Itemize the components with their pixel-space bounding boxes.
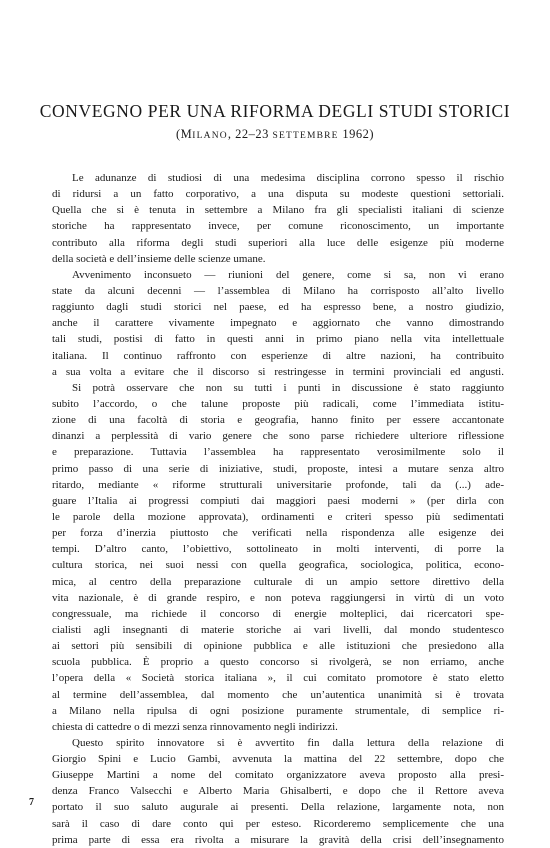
subtitle-city: ILANO — [192, 131, 228, 141]
subtitle-year: 1962) — [338, 127, 374, 141]
body-line: tali studi, postisi di fatto in questi anni in primo piano nella vita intellettuale — [52, 333, 504, 346]
body-line: a sua volta a evitare che il discorso si restringesse in termini provinciali ed angusti. — [52, 365, 504, 378]
body-line: dinanzi a perplessità di vario genere che sono parse richiedere ulteriore riflessione — [52, 430, 504, 443]
body-line: storiche ha rappresentato invece, per comune riconoscimento, un importante — [52, 220, 504, 233]
body-line: Le adunanze di studiosi di una medesima disciplina corrono spesso il rischio — [72, 172, 504, 184]
body-line: mica, al centro della preparazione culturale di un ampio settore direttivo della — [52, 575, 504, 588]
body-line: sarà il caso di dare conto qui per esteso. Ricorderemo semplicemente che una — [52, 817, 504, 830]
body-line: ritardo, mediante « riforme strutturali universitarie profonde, tali da (...) ade- — [52, 478, 504, 491]
body-line: a Milano nella ripulsa di ogni posizione puramente strumentale, di semplice ri- — [52, 704, 504, 717]
body-line: Giorgio Spini e Lucio Gambi, avvenuta la mattina del 22 settembre, dopo che — [52, 753, 504, 766]
body-line: Giuseppe Martini a nome del comitato organizzatore aveva proposto alla presi- — [52, 769, 504, 782]
body-line: vita nazionale, è di grande respiro, e non poteva raggiungersi in virtù di un voto — [52, 591, 504, 604]
article-body — [52, 170, 504, 848]
body-line: al termine dell’assemblea, dal momento che un’autentica unanimità si è trovata — [52, 688, 504, 701]
body-line: della società e dell’insieme delle scienze umane. — [52, 252, 266, 265]
body-line: guare l’Italia ai progressi compiuti dai maggiori paesi moderni » (per dirla con — [52, 494, 504, 507]
body-line: scuola pubblica. È proprio a questo concorso si rivolgerà, se non erriamo, anche — [52, 656, 504, 669]
body-line: portato il suo saluto augurale ai presenti. Della relazione, largamente nota, non — [52, 801, 504, 814]
body-line: anche il carattere vivamente impegnato e aggiornato che vanno dimostrando — [52, 317, 504, 330]
body-line: raggiunto dagli studi storici nel paese, ed ha espresso bene, a nostro giudizio, — [52, 301, 504, 314]
body-line: chiesta di cattedre o di mezzi senza rinnovamento negli indirizzi. — [52, 720, 338, 733]
body-line: zione di una facoltà di storia e geografia, hanno finito per essere accantonate — [52, 414, 504, 427]
subtitle-month: SETTEMBRE — [272, 131, 339, 141]
body-line: le parole della mozione approvata), ordinamenti e criteri spesso più sedimentati — [52, 510, 504, 523]
body-line: Si potrà osservare che non su tutti i punti in discussione è stato raggiunto — [72, 381, 504, 394]
article-title: CONVEGNO PER UNA RIFORMA DEGLI STUDI STORICI — [39, 101, 511, 121]
body-line: cultura storica, nei suoi nessi con quella geografica, sociologica, politica, econo- — [52, 559, 504, 572]
body-line: denza Franco Valsecchi e Alberto Maria Ghisalberti, e dopo che il Rettore aveva — [52, 785, 504, 798]
subtitle-open: (M — [176, 127, 193, 141]
body-line: subito l’accordo, o che talune proposte più radicali, come l’immediata istitu- — [52, 397, 504, 410]
body-line: state da alcuni decenni — l’assemblea di Milano ha corrisposto all’alto livello — [52, 284, 504, 297]
body-line: di ridursi a un fatto corporativo, a una disputa su modeste questioni settoriali. — [52, 188, 504, 201]
body-line: Quella che si è tenuta in settembre a Milano fra gli specialisti italiani di scienze — [52, 204, 504, 217]
body-line: prima parte di essa era rivolta a misurare la gravità della crisi dell’insegnamento — [52, 833, 504, 846]
body-line: ai settori più sensibili di opinione pubblica e alle istituzioni che presiedono alla — [52, 640, 504, 653]
body-line: contributo alla riforma degli studi superiori alla luce delle esigenze più moderne — [52, 236, 504, 249]
body-line: italiana. Il continuo raffronto con esperienze di altre nazioni, ha contribuito — [52, 349, 504, 362]
body-line: tempi. D’altro canto, l’obiettivo, sottolineato in molti interventi, di porre la — [52, 543, 504, 556]
body-line: e preparazione. Tuttavia l’assemblea ha rappresentato verosimilmente solo il — [52, 446, 504, 459]
body-line: primo passo di una serie di iniziative, studi, proposte, intesi a mutare senza altro — [52, 462, 504, 475]
page-number: 7 — [29, 797, 34, 808]
article-subtitle — [0, 127, 550, 142]
body-line: Avvenimento inconsueto — riunioni del genere, come si sa, non vi erano — [72, 268, 504, 281]
body-line: Questo spirito innovatore si è avvertito fin dalla lettura della relazione di — [72, 736, 504, 749]
subtitle-dates: , 22–23 — [227, 127, 273, 141]
body-line: congressuale, ma richiede il concorso di energie molteplici, dai ricercatori spe- — [52, 607, 504, 620]
body-line: cialisti agli insegnanti di materie storiche ai vari livelli, dal mondo studentesco — [52, 623, 504, 636]
body-line: per forza d’inerzia piuttosto che verificati nella rispondenza alle esigenze dei — [52, 527, 504, 540]
body-line: l’opera della « Società storica italiana », il cui comitato promotore è stato eletto — [52, 672, 504, 685]
